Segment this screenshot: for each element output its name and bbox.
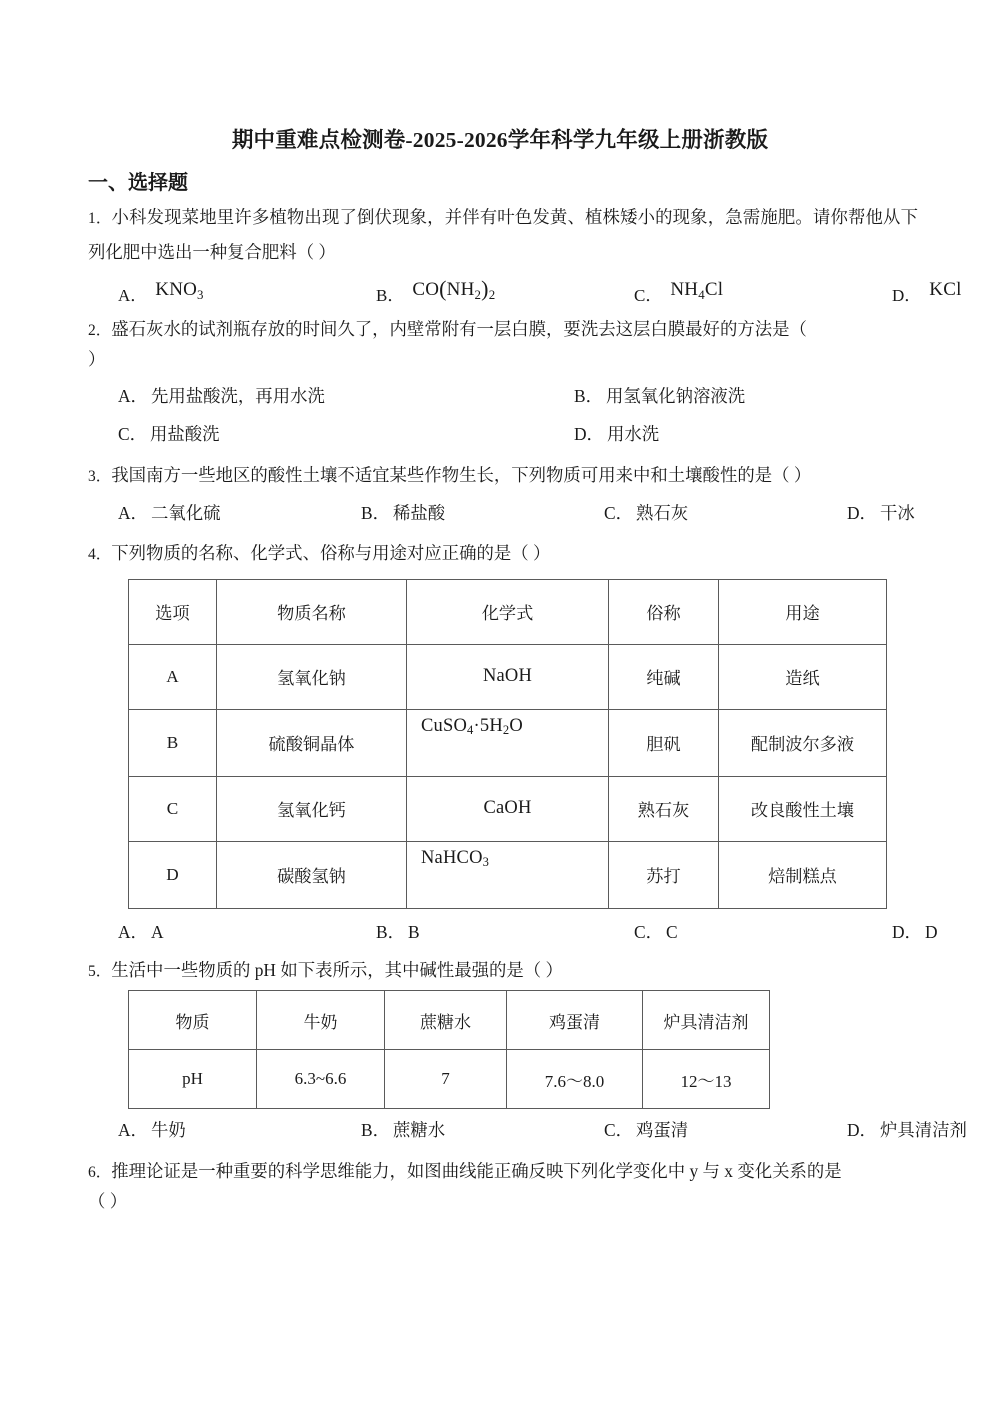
option-label: D． [574, 424, 604, 445]
question-4-option-c[interactable] [604, 915, 862, 950]
option-text: 用盐酸洗 [150, 424, 220, 445]
option-label: A． [118, 502, 148, 523]
option-text: C [666, 921, 678, 942]
formula-kno3: $KNO_3$ [155, 279, 204, 302]
question-5-option-b[interactable] [331, 1113, 574, 1149]
formula-caoh: CaOH [483, 798, 532, 819]
option-label: A． [118, 921, 148, 942]
option-label: B． [574, 386, 603, 407]
question-2-option-d[interactable] [544, 417, 1000, 453]
question-3-option-b[interactable] [331, 496, 574, 532]
question-6-text: 推理论证是一种重要的科学思维能力，如图曲线能正确反映下列化学变化中 y 与 x 变化关系的是 [111, 1161, 842, 1181]
option-label: A． [118, 1120, 148, 1141]
option-label: A． [118, 286, 148, 306]
cell-chemical-formula [407, 842, 609, 908]
header-chemical-formula: 化学式 [407, 580, 609, 645]
cell-use: 造纸 [719, 645, 886, 710]
table-row [129, 1050, 769, 1108]
question-4-options [0, 915, 1000, 950]
cell-option: C [129, 777, 217, 842]
ph-table-wrapper [0, 990, 1000, 1109]
cell-ph-egg-white: 7.6～8.0 [507, 1050, 643, 1108]
header-oven-cleaner: 炉具清洁剂 [643, 991, 769, 1050]
option-text: 干冰 [879, 502, 915, 523]
option-text: A [150, 921, 164, 942]
question-5-option-c[interactable] [574, 1113, 817, 1149]
cell-common-name: 苏打 [609, 842, 719, 908]
question-4 [0, 536, 1000, 572]
cell-use: 配制波尔多液 [719, 710, 886, 777]
cell-substance-name: 氢氧化钠 [217, 645, 407, 710]
question-2-option-b[interactable] [544, 379, 1000, 415]
question-1-options [0, 276, 1000, 307]
cell-substance-name: 硫酸铜晶体 [217, 710, 407, 777]
question-1-number: 1． [88, 209, 112, 227]
option-label: B． [376, 286, 405, 306]
question-2-options-row-1 [0, 379, 1000, 415]
option-text: 先用盐酸洗，再用水洗 [150, 386, 325, 407]
cell-common-name: 纯碱 [609, 645, 719, 710]
cell-ph-oven-cleaner: 12～13 [643, 1050, 769, 1108]
option-label: D． [892, 286, 922, 306]
table-row [129, 842, 886, 908]
formula-kcl: KCl [929, 279, 962, 301]
question-1-text: 小科发现菜地里许多植物出现了倒伏现象，并伴有叶色发黄、植株矮小的现象，急需施肥。请你帮他从下列化肥中选出一种复合肥料（ ） [88, 206, 918, 263]
option-text: 鸡蛋清 [636, 1120, 689, 1141]
question-3-text: 我国南方一些地区的酸性土壤不适宜某些作物生长，下列物质可用来中和土壤酸性的是（ ） [111, 464, 812, 485]
header-sugar-water: 蔗糖水 [385, 991, 507, 1050]
cell-ph-label: pH [129, 1050, 257, 1108]
formula-urea: $CO(NH_2)_2$ [412, 276, 496, 302]
question-3-option-a[interactable] [88, 496, 331, 532]
option-text: B [408, 921, 420, 942]
question-4-option-b[interactable] [346, 915, 604, 950]
option-text: 牛奶 [150, 1120, 186, 1141]
question-6-text-continued: （ ） [88, 1190, 128, 1211]
option-text: 熟石灰 [636, 502, 689, 523]
question-3-option-c[interactable] [574, 496, 817, 532]
cell-use: 改良酸性土壤 [719, 777, 886, 842]
cell-ph-milk: 6.3~6.6 [257, 1050, 385, 1108]
question-3-number: 3． [88, 467, 112, 485]
cell-common-name: 熟石灰 [609, 777, 719, 842]
option-text: 用水洗 [606, 424, 660, 445]
question-5-option-d[interactable] [817, 1113, 1000, 1149]
question-3-options [0, 496, 1000, 532]
cell-chemical-formula [407, 710, 609, 777]
option-text: D [924, 921, 938, 942]
question-2-text: 盛石灰水的试剂瓶存放的时间久了，内壁常附有一层白膜，要洗去这层白膜最好的方法是（ [111, 319, 807, 340]
question-1-option-a[interactable] [88, 281, 346, 307]
question-2-number: 2． [88, 322, 112, 340]
question-2-option-a[interactable] [88, 379, 544, 415]
formula-nh4cl: $NH_4Cl$ [670, 279, 724, 302]
table-row [129, 777, 886, 842]
header-egg-white: 鸡蛋清 [507, 991, 643, 1050]
cell-ph-sugar-water: 7 [385, 1050, 507, 1108]
cell-chemical-formula [407, 777, 609, 842]
cell-option: B [129, 710, 217, 777]
cell-use: 焙制糕点 [719, 842, 886, 908]
question-3 [0, 458, 1000, 494]
section-heading: 一、选择题 [88, 171, 188, 194]
question-5 [0, 953, 1000, 989]
option-label: C． [634, 921, 663, 942]
cell-substance-name: 氢氧化钙 [217, 777, 407, 842]
question-1 [0, 200, 1000, 271]
option-text: 用氢氧化钠溶液洗 [606, 386, 746, 407]
header-substance-name: 物质名称 [217, 580, 407, 645]
page-title: 期中重难点检测卷-2025-2026学年科学九年级上册浙教版 [231, 128, 769, 152]
question-3-option-d[interactable] [817, 496, 1000, 532]
formula-naoh: NaOH [482, 666, 533, 687]
cell-option: A [129, 645, 217, 710]
question-2-options-row-2 [0, 417, 1000, 453]
option-label: B． [376, 921, 405, 942]
cell-substance-name: 碳酸氢钠 [217, 842, 407, 908]
option-label: B． [361, 1120, 390, 1141]
substance-table-wrapper [0, 579, 1000, 909]
question-6-number: 6． [88, 1164, 112, 1181]
header-common-name: 俗称 [609, 580, 719, 645]
table-header-row [129, 580, 886, 645]
option-label: C． [604, 1120, 633, 1141]
option-label: D． [847, 1120, 877, 1141]
cell-option: D [129, 842, 217, 908]
option-label: C． [118, 424, 147, 445]
substance-table [128, 579, 887, 909]
ph-table [128, 990, 770, 1109]
option-label: C． [604, 502, 633, 523]
question-5-options [0, 1113, 1000, 1149]
table-row [129, 710, 886, 777]
option-label: A． [118, 386, 148, 407]
cell-chemical-formula [407, 645, 609, 710]
question-4-option-d[interactable] [862, 915, 1000, 950]
formula-nahco3: NaHCO$_3$ [421, 847, 490, 870]
option-label: B． [361, 502, 390, 523]
question-2-option-c[interactable] [88, 417, 544, 453]
cell-common-name: 胆矾 [609, 710, 719, 777]
question-1-option-b[interactable] [346, 276, 604, 307]
option-text: 蔗糖水 [393, 1120, 446, 1141]
option-label: D． [847, 502, 877, 523]
option-label: C． [634, 286, 663, 306]
question-1-option-d[interactable] [862, 281, 1000, 307]
header-option: 选项 [129, 580, 217, 645]
question-4-option-a[interactable] [88, 915, 346, 950]
header-use: 用途 [719, 580, 886, 645]
option-text: 稀盐酸 [393, 502, 446, 523]
table-row [129, 645, 886, 710]
header-milk: 牛奶 [257, 991, 385, 1050]
header-substance: 物质 [129, 991, 257, 1050]
formula-cuso4-5h2o: $CuSO_4\cdot 5H_2O$ [421, 715, 523, 738]
option-text: 二氧化硫 [150, 502, 221, 523]
table-header-row [129, 991, 769, 1050]
question-5-option-a[interactable] [88, 1113, 331, 1149]
question-4-number: 4． [88, 546, 112, 564]
question-5-number: 5． [88, 962, 112, 980]
question-1-option-c[interactable] [604, 281, 862, 307]
option-text: 炉具清洁剂 [879, 1120, 967, 1141]
question-5-text: 生活中一些物质的 pH 如下表所示，其中碱性最强的是（ ） [111, 959, 563, 980]
question-2-text-continued: ） [88, 348, 106, 369]
question-4-text: 下列物质的名称、化学式、俗称与用途对应正确的是（ ） [111, 543, 551, 564]
option-label: D． [892, 921, 922, 942]
